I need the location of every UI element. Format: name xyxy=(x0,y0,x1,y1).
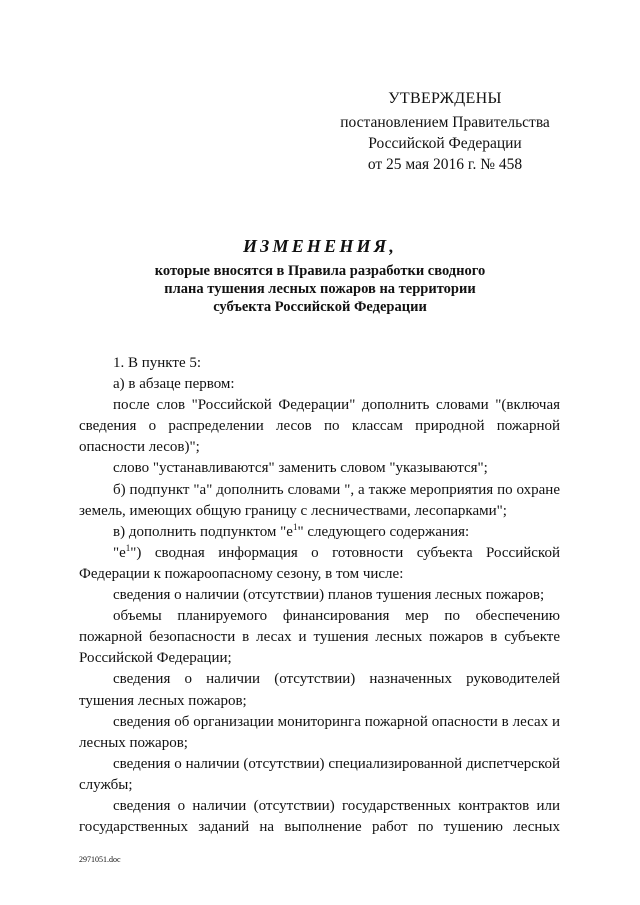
paragraph-text: " следующего содержания: xyxy=(297,523,470,540)
document-body xyxy=(79,353,560,838)
paragraph-text: в) дополнить подпунктом "е xyxy=(113,523,293,540)
subtitle-line-1: которые вносятся в Правила разработки сводного xyxy=(154,263,486,279)
paragraph: сведения о наличии (отсутствии) планов тушения лесных пожаров; xyxy=(113,587,545,604)
approval-line-1: постановлением Правительства xyxy=(340,114,550,131)
paragraph: после слов "Российской Федерации" дополнить словами "(включая сведения о распределении лесов по классам природной пожарной опасности лесов)"; xyxy=(79,397,560,456)
subtitle-line-2: плана тушения лесных пожаров на территории xyxy=(164,281,476,297)
superscript: 1 xyxy=(292,521,298,532)
paragraph xyxy=(79,522,560,543)
paragraph: объемы планируемого финансирования мер по обеспечению пожарной безопасности в лесах и тушения лесных пожаров в субъекте Российской Федерации; xyxy=(79,608,560,667)
paragraph: б) подпункт "а" дополнить словами ", а также мероприятия по охране земель, имеющих общую границу с лесничествами, лесопарками"; xyxy=(79,481,560,519)
paragraph-text: "е xyxy=(113,544,126,561)
paragraph: 1. В пункте 5: xyxy=(113,355,202,371)
approval-block xyxy=(330,88,560,175)
file-name-footer: 2971051.doc xyxy=(79,855,121,864)
approval-heading: УТВЕРЖДЕНЫ xyxy=(388,90,502,107)
paragraph: сведения о наличии (отсутствии) государственных контрактов или государственных заданий на выполнение работ по тушению лесных xyxy=(79,797,560,836)
approval-line-2: Российской Федерации xyxy=(368,135,522,152)
paragraph: сведения о наличии (отсутствии) назначенных руководителей тушения лесных пожаров; xyxy=(79,671,560,709)
paragraph: сведения об организации мониторинга пожарной опасности в лесах и лесных пожаров; xyxy=(79,713,560,751)
paragraph: а) в абзаце первом: xyxy=(113,376,235,393)
paragraph: слово "устанавливаются" заменить словом "указываются"; xyxy=(113,460,488,477)
paragraph-text: ") сводная информация о готовности субъекта Российской Федерации к пожароопасному сезону, в том числе: xyxy=(79,544,560,582)
paragraph xyxy=(79,543,560,585)
superscript: 1 xyxy=(125,542,131,553)
paragraph: сведения о наличии (отсутствии) специализированной диспетчерской службы; xyxy=(79,755,560,793)
document-title: ИЗМЕНЕНИЯ, xyxy=(242,236,398,256)
approval-date-number: от 25 мая 2016 г. № 458 xyxy=(367,156,523,173)
subtitle-line-3: субъекта Российской Федерации xyxy=(213,299,427,315)
document-subtitle xyxy=(120,262,520,316)
